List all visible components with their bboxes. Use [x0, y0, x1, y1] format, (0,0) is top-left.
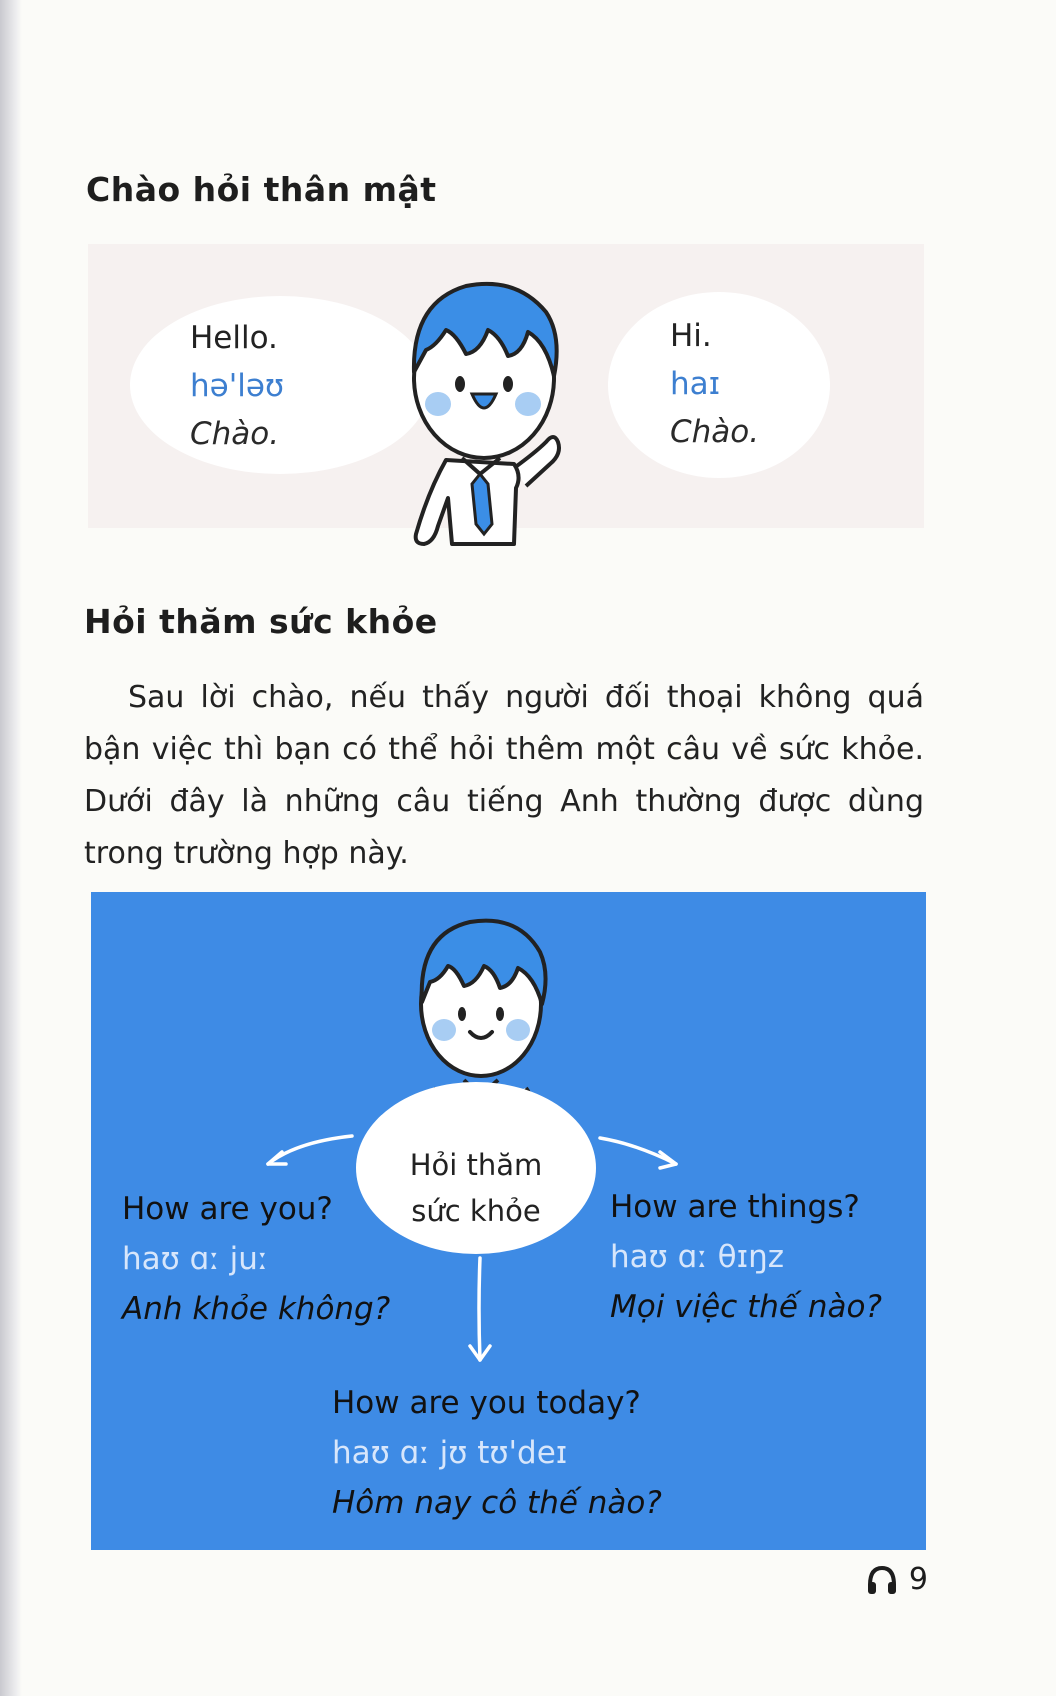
- arrow-left: [268, 1136, 352, 1164]
- arrow-right: [600, 1138, 676, 1164]
- phrase-left-vietnamese: Anh khỏe không?: [122, 1291, 391, 1327]
- book-spine-shadow: [0, 0, 22, 1696]
- intro-paragraph: Sau lời chào, nếu thấy người đối thoại không quá bận việc thì bạn có thể hỏi thêm một câu về sức khỏe. Dưới đây là những câu tiếng Anh thường được dùng trong trường hợp này.: [84, 680, 924, 871]
- center-topic-line1: Hỏi thăm: [409, 1148, 543, 1182]
- boy-waving-illustration: [396, 272, 576, 554]
- section-title-health: Hỏi thăm sức khỏe: [84, 602, 438, 641]
- page-footer: [865, 1562, 928, 1597]
- greeting-left-english: Hello.: [190, 320, 278, 356]
- center-topic-line2: sức khỏe: [411, 1194, 541, 1228]
- greeting-left-vietnamese: Chào.: [190, 416, 280, 452]
- phrase-left-ipa: haʊ ɑː juː: [122, 1241, 269, 1277]
- phrase-right: [610, 1182, 882, 1332]
- phrase-right-vietnamese: Mọi việc thế nào?: [610, 1289, 882, 1325]
- greeting-right-text: [670, 312, 759, 456]
- headphones-icon: [865, 1563, 899, 1597]
- phrase-bottom-vietnamese: Hôm nay cô thế nào?: [332, 1485, 662, 1521]
- phrase-right-ipa: haʊ ɑː θɪŋz: [610, 1239, 785, 1275]
- greeting-right-ipa: haɪ: [670, 366, 721, 402]
- greeting-left-ipa: hə'ləʊ: [190, 368, 285, 404]
- arrow-down: [479, 1258, 480, 1360]
- phrase-right-english: How are things?: [610, 1189, 860, 1225]
- greeting-left-text: [190, 314, 284, 458]
- phrase-bottom-ipa: haʊ ɑː jʊ tʊ'deɪ: [332, 1435, 568, 1471]
- phrase-bottom-english: How are you today?: [332, 1385, 641, 1421]
- greeting-right-vietnamese: Chào.: [670, 414, 760, 450]
- page-number: 9: [908, 1562, 928, 1597]
- phrase-bottom: [332, 1378, 662, 1528]
- greeting-right-english: Hi.: [670, 318, 712, 354]
- phrase-left: [122, 1184, 390, 1334]
- section-title-greeting: Chào hỏi thân mật: [86, 170, 437, 209]
- phrase-left-english: How are you?: [122, 1191, 333, 1227]
